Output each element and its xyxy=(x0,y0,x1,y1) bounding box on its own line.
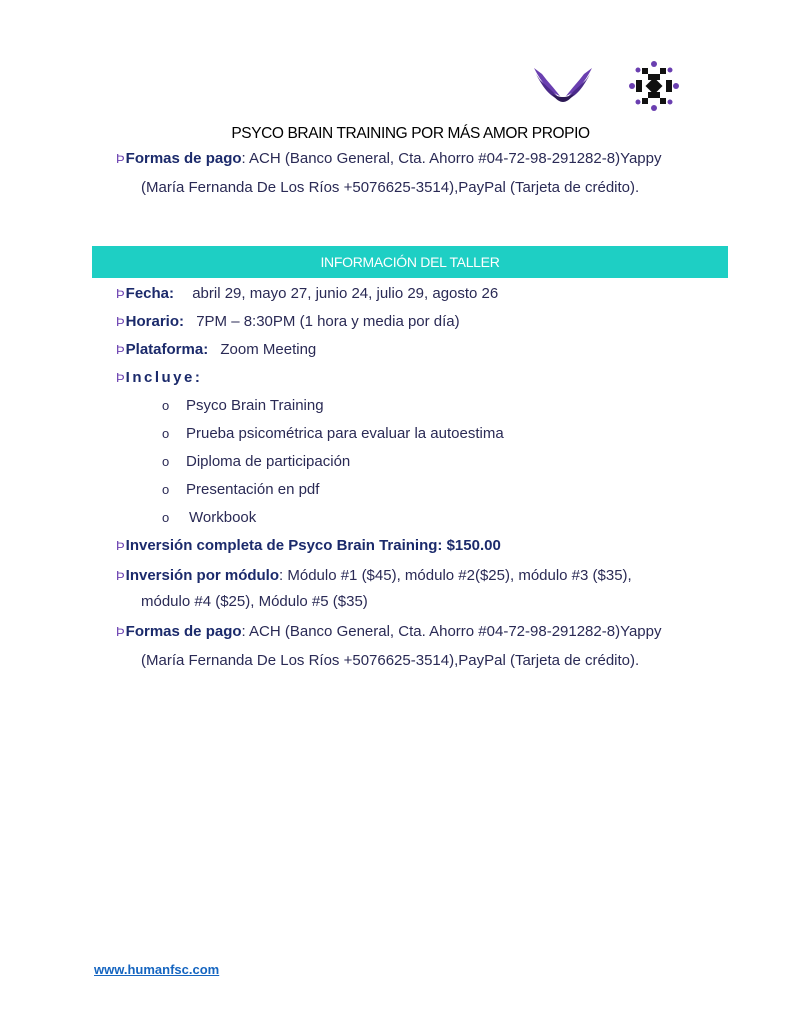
inversion-modulo-row xyxy=(116,566,632,586)
inversion-modulo-label: Inversión por módulo xyxy=(125,567,280,584)
top-payment-row xyxy=(116,149,662,169)
payment-text: : ACH (Banco General, Cta. Ahorro #04-72-98-291282-8)Yappy xyxy=(241,150,662,167)
list-item: o Psyco Brain Training xyxy=(162,397,324,414)
circle-bullet-icon: o xyxy=(162,398,170,413)
inversion-modulo-text: : Módulo #1 ($45), módulo #2($25), módulo #3 ($35), xyxy=(279,567,632,584)
top-payment-continuation: (María Fernanda De Los Ríos +5076625-3514),PayPal (Tarjeta de crédito). xyxy=(141,179,640,196)
horario-label: Horario: xyxy=(125,313,185,330)
arrow-bullet-icon: Þ xyxy=(116,342,125,357)
horario-value: 7PM – 8:30PM (1 hora y media por día) xyxy=(196,313,460,330)
arrow-bullet-icon: Þ xyxy=(116,568,125,583)
list-item: o Presentación en pdf xyxy=(162,481,320,498)
arrow-bullet-icon: Þ xyxy=(116,314,125,329)
wings-logo-icon xyxy=(532,62,594,106)
list-item: o Prueba psicométrica para evaluar la autoestima xyxy=(162,425,504,442)
inversion-completa-row xyxy=(116,536,501,556)
arrow-bullet-icon: Þ xyxy=(116,538,125,553)
payment-label: Formas de pago xyxy=(125,150,242,167)
arrow-bullet-icon: Þ xyxy=(116,286,125,301)
payment-label: Formas de pago xyxy=(125,623,242,640)
pattern-logo-icon xyxy=(628,60,680,112)
list-item: o Diploma de participación xyxy=(162,453,351,470)
inversion-completa-text: Inversión completa de Psyco Brain Training: $150.00 xyxy=(125,537,501,554)
circle-bullet-icon: o xyxy=(162,426,170,441)
website-link[interactable]: www.humanfsc.com xyxy=(94,962,220,977)
incluye-row xyxy=(116,368,202,388)
arrow-bullet-icon: Þ xyxy=(116,370,125,385)
circle-bullet-icon: o xyxy=(162,482,170,497)
fecha-row xyxy=(116,284,498,304)
document-title: PSYCO BRAIN TRAINING POR MÁS AMOR PROPIO xyxy=(231,125,590,142)
plataforma-value: Zoom Meeting xyxy=(220,341,317,358)
bottom-payment-continuation: (María Fernanda De Los Ríos +5076625-3514),PayPal (Tarjeta de crédito). xyxy=(141,652,640,669)
arrow-bullet-icon: Þ xyxy=(116,151,125,166)
fecha-value: abril 29, mayo 27, junio 24, julio 29, agosto 26 xyxy=(192,285,499,302)
section-banner: INFORMACIÓN DEL TALLER xyxy=(92,246,728,278)
plataforma-row xyxy=(116,340,316,360)
bottom-payment-row xyxy=(116,622,662,642)
circle-bullet-icon: o xyxy=(162,454,170,469)
incluye-label: Incluye: xyxy=(125,369,203,386)
arrow-bullet-icon: Þ xyxy=(116,624,125,639)
payment-text: : ACH (Banco General, Cta. Ahorro #04-72-98-291282-8)Yappy xyxy=(241,623,662,640)
circle-bullet-icon: o xyxy=(162,510,170,525)
list-item: o Workbook xyxy=(162,509,257,526)
horario-row xyxy=(116,312,460,332)
inversion-modulo-continuation: módulo #4 ($25), Módulo #5 ($35) xyxy=(141,593,368,610)
plataforma-label: Plataforma: xyxy=(125,341,209,358)
fecha-label: Fecha: xyxy=(125,285,175,302)
